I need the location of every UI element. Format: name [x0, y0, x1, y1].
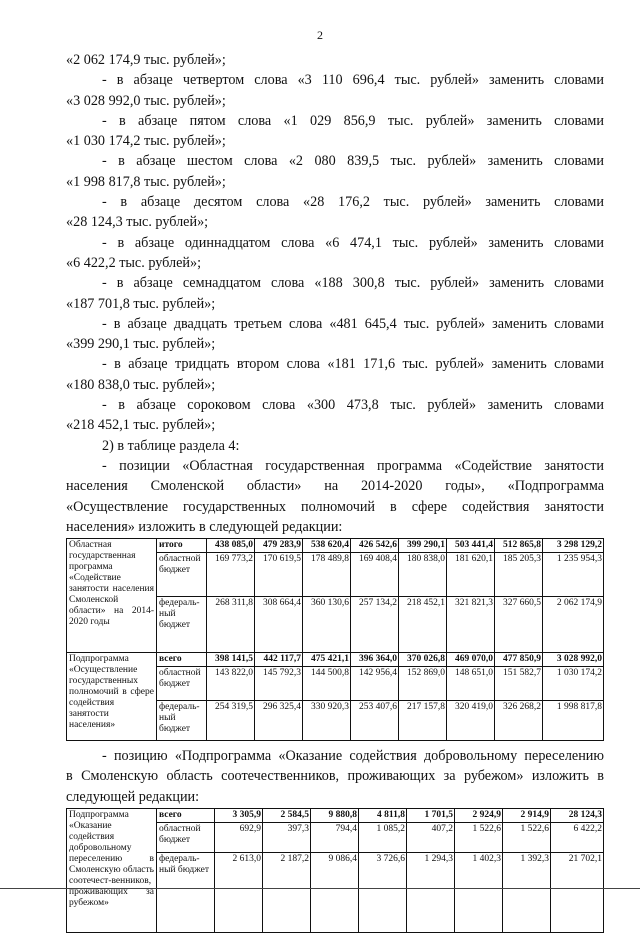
amount-cell: 2 924,9 [455, 809, 503, 823]
amount-cell: 469 070,0 [447, 653, 495, 667]
amount-cell: 399 290,1 [399, 539, 447, 553]
text-line: «28 124,3 тыс. рублей»; [66, 214, 209, 231]
amount-cell: 360 130,6 [303, 597, 351, 653]
amount-cell: 268 311,8 [207, 597, 255, 653]
amendment-paragraphs [66, 50, 604, 537]
amount-cell: 538 620,4 [303, 539, 351, 553]
amount-cell: 692,9 [215, 823, 263, 853]
text-line: - в абзаце сороковом слова «300 473,8 тыс. рублей» заменить словами [102, 397, 604, 414]
amount-cell: 218 452,1 [399, 597, 447, 653]
amount-cell: 145 792,3 [255, 667, 303, 701]
amount-cell: 308 664,4 [255, 597, 303, 653]
amount-cell: 1 235 954,3 [543, 553, 604, 597]
footer-rule [0, 888, 640, 889]
resettlement-paragraph [66, 746, 604, 807]
program-name-cell: Подпрограмма «Осуществление государственных полномочий в сфере содействия занятости населения» [67, 653, 157, 741]
amount-cell: 2 187,2 [263, 853, 311, 933]
amount-cell: 370 026,8 [399, 653, 447, 667]
amount-cell: 217 157,8 [399, 701, 447, 741]
amount-cell: 28 124,3 [551, 809, 604, 823]
funding-type-cell: федераль-ный бюджет [157, 853, 215, 933]
funding-type-cell: областной бюджет [157, 823, 215, 853]
amount-cell: 326 268,2 [495, 701, 543, 741]
amount-cell: 475 421,1 [303, 653, 351, 667]
amount-cell: 144 500,8 [303, 667, 351, 701]
amount-cell: 296 325,4 [255, 701, 303, 741]
amount-cell: 169 408,4 [351, 553, 399, 597]
text-line: - в абзаце десятом слова «28 176,2 тыс. рублей» заменить словами [102, 194, 604, 211]
text-line: «180 838,0 тыс. рублей»; [66, 376, 216, 393]
amount-cell: 330 920,3 [303, 701, 351, 741]
amount-cell: 6 422,2 [551, 823, 604, 853]
amount-cell: 181 620,1 [447, 553, 495, 597]
amount-cell: 254 319,5 [207, 701, 255, 741]
amount-cell: 2 613,0 [215, 853, 263, 933]
amount-cell: 1 030 174,2 [543, 667, 604, 701]
funding-type-cell: всего [157, 809, 215, 823]
amount-cell: 2 584,5 [263, 809, 311, 823]
amount-cell: 396 364,0 [351, 653, 399, 667]
text-line: «3 028 992,0 тыс. рублей»; [66, 92, 226, 109]
amount-cell: 148 651,0 [447, 667, 495, 701]
amount-cell: 1 522,6 [455, 823, 503, 853]
amount-cell: 1 998 817,8 [543, 701, 604, 741]
text-line: «2 062 174,9 тыс. рублей»; [66, 52, 226, 68]
amount-cell: 1 085,2 [359, 823, 407, 853]
text-line: «1 030 174,2 тыс. рублей»; [66, 133, 226, 150]
table-row [67, 809, 604, 823]
amount-cell: 503 441,4 [447, 539, 495, 553]
amount-cell: 477 850,9 [495, 653, 543, 667]
text-line: следующей редакции: [66, 788, 200, 805]
amount-cell: 794,4 [311, 823, 359, 853]
text-line: - в абзаце тридцать втором слова «181 171,6 тыс. рублей» заменить словами [102, 356, 604, 373]
amount-cell: 321 821,3 [447, 597, 495, 653]
document-body [66, 50, 604, 933]
amount-cell: 3 298 129,2 [543, 539, 604, 553]
program-name-cell: Подпрограмма «Оказание содействия добровольному переселению в Смоленскую область соотечест-венников, проживающих за рубежом» [67, 809, 157, 933]
funding-type-cell: всего [157, 653, 207, 667]
funding-type-cell: итого [157, 539, 207, 553]
amount-cell: 178 489,8 [303, 553, 351, 597]
amount-cell: 4 811,8 [359, 809, 407, 823]
amount-cell: 257 134,2 [351, 597, 399, 653]
amount-cell: 21 702,1 [551, 853, 604, 933]
amount-cell: 320 419,0 [447, 701, 495, 741]
amount-cell: 1 294,3 [407, 853, 455, 933]
amount-cell: 151 582,7 [495, 667, 543, 701]
amount-cell: 142 956,4 [351, 667, 399, 701]
amount-cell: 2 062 174,9 [543, 597, 604, 653]
text-line: «1 998 817,8 тыс. рублей»; [66, 173, 226, 190]
text-line: - позиции «Областная государственная программа «Содействие занятости [102, 457, 604, 474]
resettlement-funding-table [66, 808, 604, 933]
text-line: «218 452,1 тыс. рублей»; [66, 417, 216, 434]
amount-cell: 426 542,6 [351, 539, 399, 553]
text-line: «399 290,1 тыс. рублей»; [66, 336, 216, 353]
text-line: «Осуществление государственных полномочий в сфере содействия занятости [66, 498, 604, 515]
text-line: - в абзаце семнадцатом слова «188 300,8 тыс. рублей» заменить словами [102, 275, 604, 292]
table-row [67, 539, 604, 553]
funding-type-cell: федераль-ный бюджет [157, 701, 207, 741]
amount-cell: 143 822,0 [207, 667, 255, 701]
page-number: 2 [317, 28, 323, 42]
text-line: «187 701,8 тыс. рублей»; [66, 295, 216, 312]
text-line: населения Смоленской области» на 2014-2020 годы», «Подпрограмма [66, 478, 604, 495]
amount-cell: 512 865,8 [495, 539, 543, 553]
amount-cell: 3 305,9 [215, 809, 263, 823]
amount-cell: 185 205,3 [495, 553, 543, 597]
program-funding-table [66, 538, 604, 741]
text-line: 2) в таблице раздела 4: [102, 437, 240, 454]
amount-cell: 169 773,2 [207, 553, 255, 597]
text-line: - в абзаце четвертом слова «3 110 696,4 тыс. рублей» заменить словами [102, 72, 604, 89]
amount-cell: 2 914,9 [503, 809, 551, 823]
amount-cell: 442 117,7 [255, 653, 303, 667]
amount-cell: 1 402,3 [455, 853, 503, 933]
amount-cell: 397,3 [263, 823, 311, 853]
amount-cell: 479 283,9 [255, 539, 303, 553]
text-line: - в абзаце одиннадцатом слова «6 474,1 тыс. рублей» заменить словами [102, 234, 604, 251]
amount-cell: 1 701,5 [407, 809, 455, 823]
funding-type-cell: областной бюджет [157, 667, 207, 701]
text-line: - в абзаце двадцать третьем слова «481 645,4 тыс. рублей» заменить словами [102, 315, 604, 332]
amount-cell: 438 085,0 [207, 539, 255, 553]
amount-cell: 180 838,0 [399, 553, 447, 597]
table-row [67, 653, 604, 667]
amount-cell: 3 028 992,0 [543, 653, 604, 667]
amount-cell: 3 726,6 [359, 853, 407, 933]
amount-cell: 407,2 [407, 823, 455, 853]
amount-cell: 1 522,6 [503, 823, 551, 853]
amount-cell: 253 407,6 [351, 701, 399, 741]
text-line: - в абзаце пятом слова «1 029 856,9 тыс. рублей» заменить словами [102, 112, 604, 129]
text-line: - позицию «Подпрограмма «Оказание содействия добровольному переселению [102, 748, 604, 765]
amount-cell: 1 392,3 [503, 853, 551, 933]
funding-type-cell: федераль-ный бюджет [157, 597, 207, 653]
amount-cell: 170 619,5 [255, 553, 303, 597]
text-line: «6 422,2 тыс. рублей»; [66, 254, 202, 271]
amount-cell: 327 660,5 [495, 597, 543, 653]
program-name-cell: Областная государственная программа «Содействие занятости населения Смоленской области» на 2014-2020 годы [67, 539, 157, 653]
amount-cell: 398 141,5 [207, 653, 255, 667]
amount-cell: 9 086,4 [311, 853, 359, 933]
amount-cell: 9 880,8 [311, 809, 359, 823]
text-line: - в абзаце шестом слова «2 080 839,5 тыс. рублей» заменить словами [102, 153, 604, 170]
text-line: в Смоленскую область соотечественников, проживающих за рубежом» изложить в [66, 768, 604, 785]
amount-cell: 152 869,0 [399, 667, 447, 701]
text-line: населения» изложить в следующей редакции: [66, 518, 343, 535]
funding-type-cell: областной бюджет [157, 553, 207, 597]
